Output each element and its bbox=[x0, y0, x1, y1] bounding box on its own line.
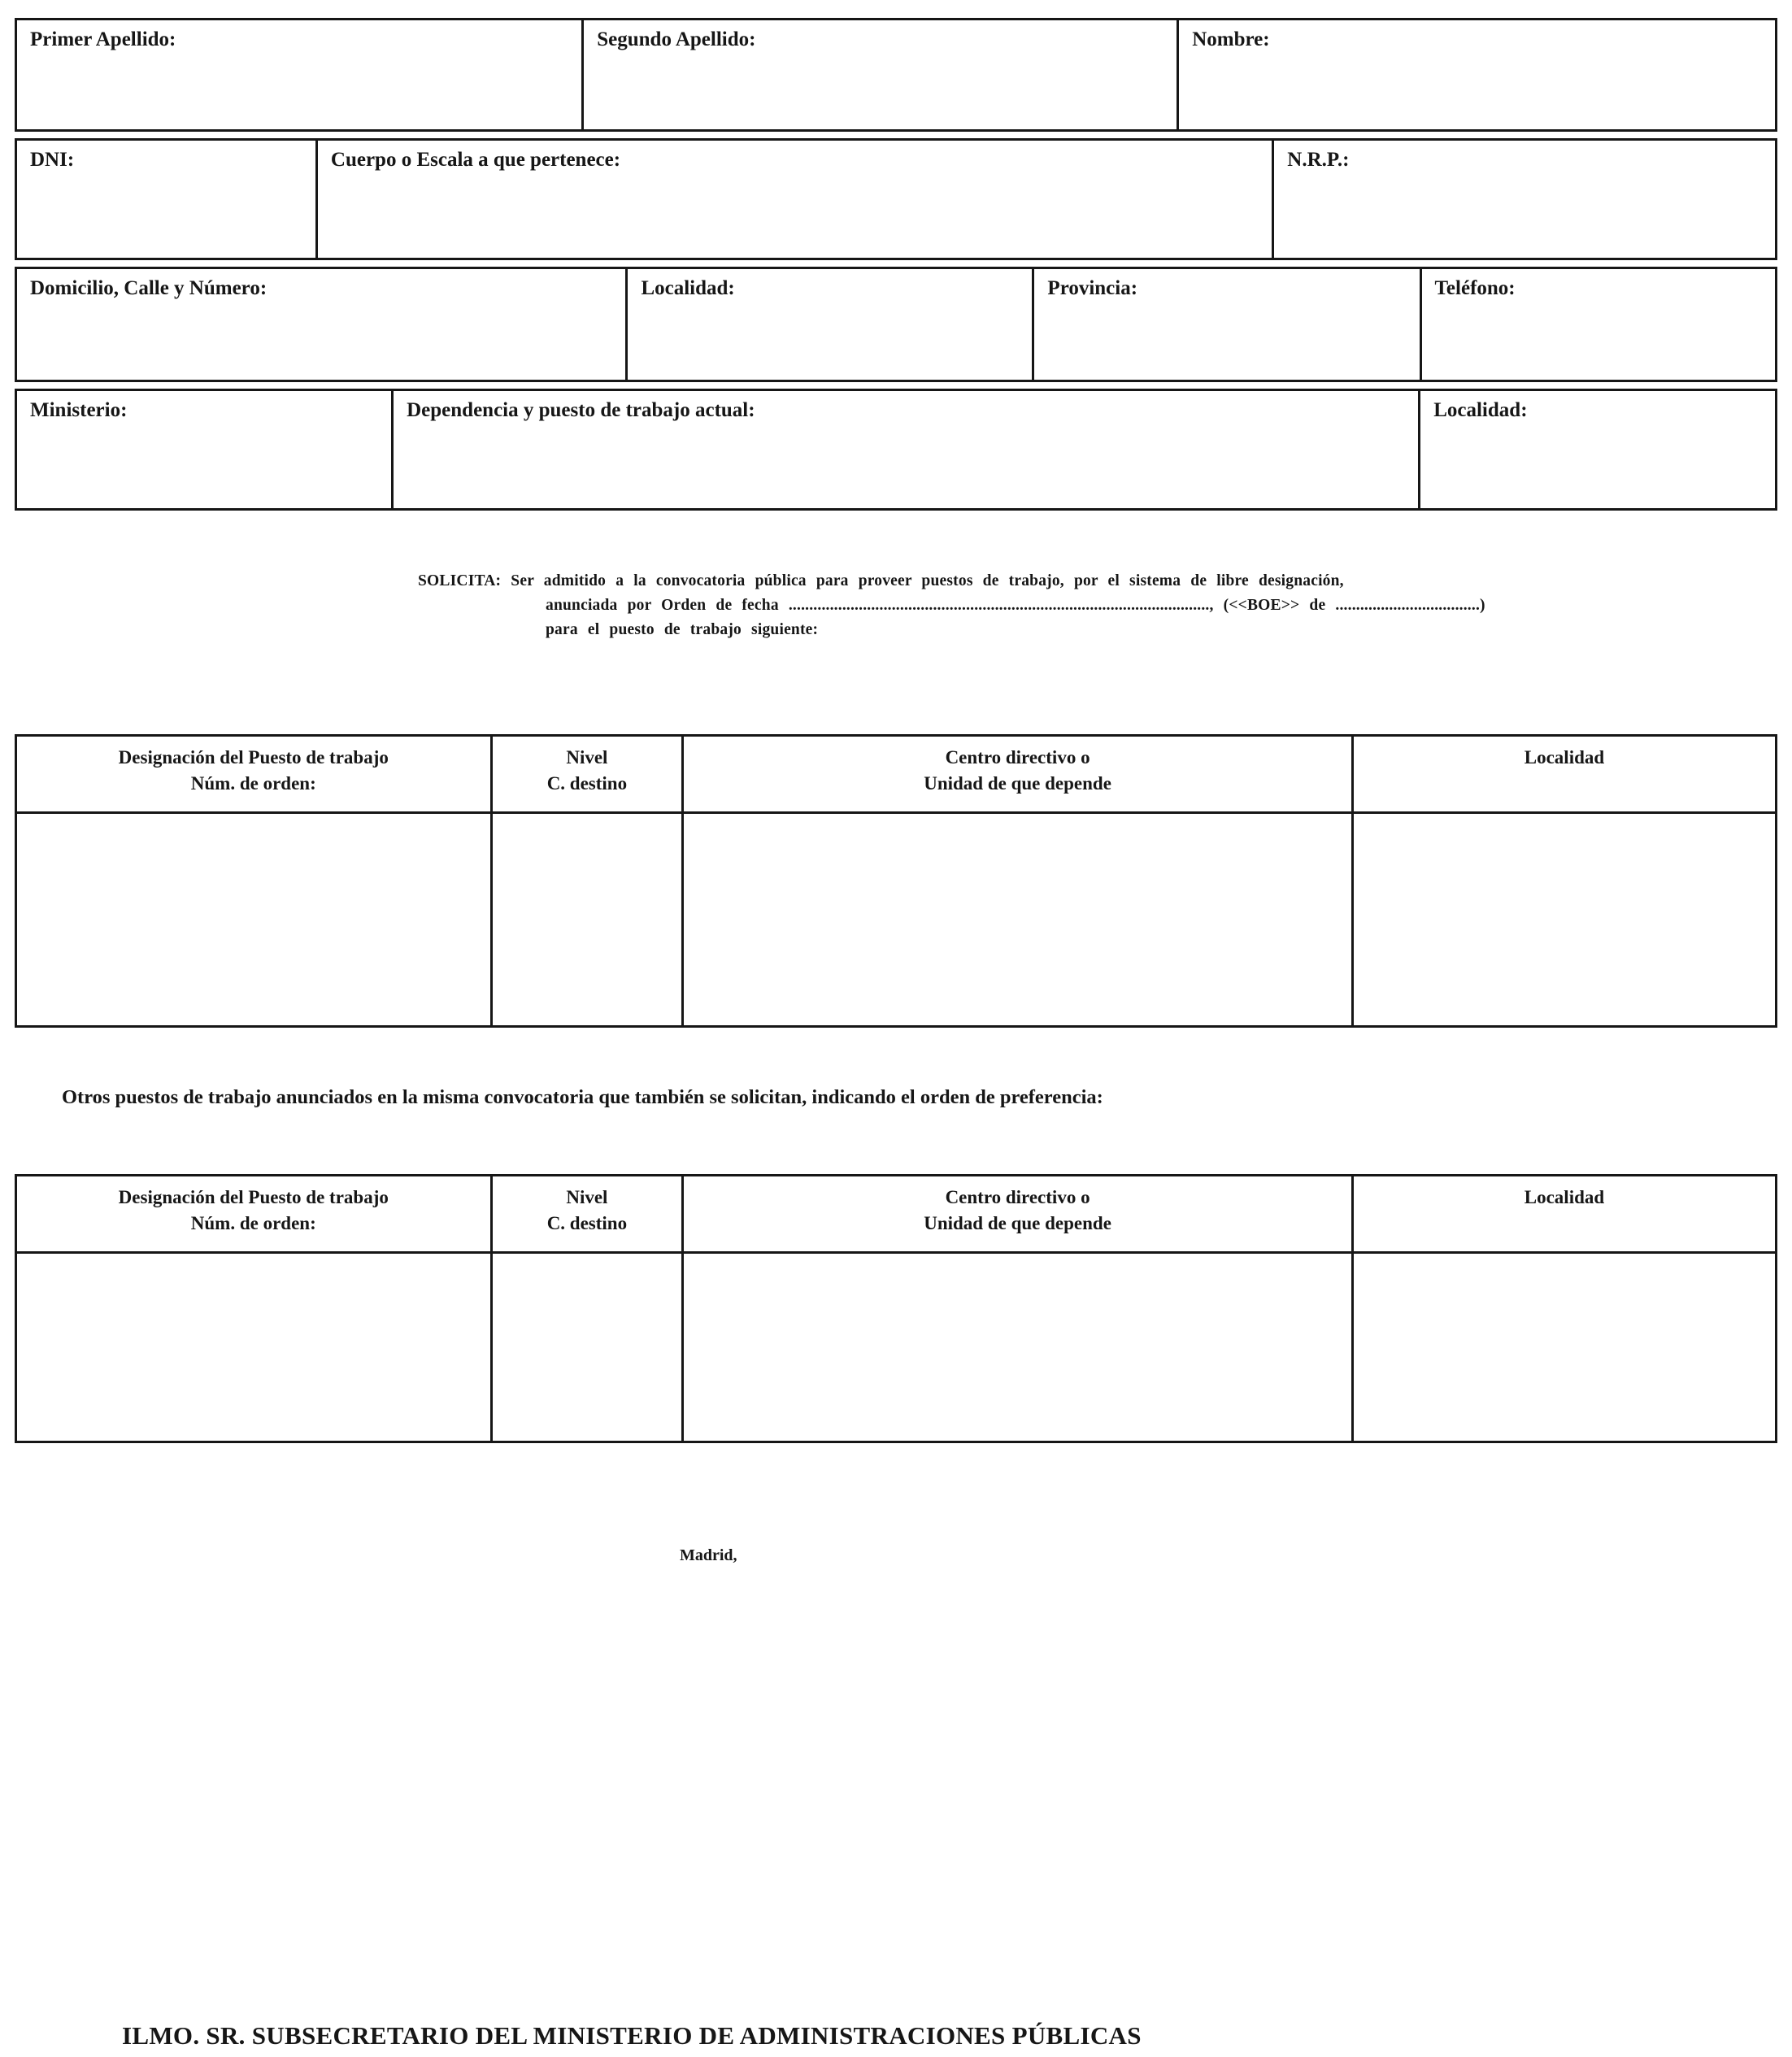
field-label: N.R.P.: bbox=[1287, 149, 1350, 171]
field-label: Primer Apellido: bbox=[30, 28, 176, 50]
field-label: DNI: bbox=[30, 149, 75, 171]
field-telefono bbox=[1420, 267, 1777, 382]
field-localidad-2 bbox=[1418, 389, 1777, 511]
empty-cell-nivel bbox=[490, 1254, 682, 1441]
header-line: Designación del Puesto de trabajo bbox=[118, 747, 389, 768]
header-line: C. destino bbox=[546, 1213, 628, 1234]
solicita-paragraph bbox=[418, 569, 1735, 643]
field-domicilio bbox=[15, 267, 628, 382]
form-row-address bbox=[15, 267, 1777, 382]
header-centro-directivo bbox=[681, 737, 1351, 811]
table-header-row bbox=[17, 737, 1775, 814]
header-line: Unidad de que depende bbox=[924, 773, 1111, 794]
empty-cell-designacion bbox=[17, 1254, 490, 1441]
field-label: Domicilio, Calle y Número: bbox=[30, 277, 267, 299]
header-line: C. destino bbox=[546, 773, 628, 794]
field-localidad-1 bbox=[625, 267, 1034, 382]
field-primer-apellido bbox=[15, 18, 584, 132]
field-label: Cuerpo o Escala a que pertenece: bbox=[330, 149, 621, 171]
otros-puestos-table bbox=[15, 1174, 1777, 1443]
field-label: Dependencia y puesto de trabajo actual: bbox=[407, 399, 755, 421]
solicita-label: SOLICITA: bbox=[418, 572, 502, 589]
header-nivel bbox=[490, 737, 682, 811]
header-line: Centro directivo o bbox=[945, 1187, 1090, 1207]
empty-cell-designacion bbox=[17, 814, 490, 1025]
field-dependencia bbox=[391, 389, 1420, 511]
empty-cell-centro-directivo bbox=[681, 814, 1351, 1025]
empty-cell-nivel bbox=[490, 814, 682, 1025]
field-segundo-apellido bbox=[581, 18, 1179, 132]
header-line: Núm. de orden: bbox=[190, 1213, 316, 1234]
header-localidad bbox=[1351, 737, 1775, 811]
solicita-line-1 bbox=[418, 569, 1735, 594]
field-label: Nombre: bbox=[1192, 28, 1270, 50]
empty-cell-localidad bbox=[1351, 1254, 1775, 1441]
header-centro-directivo bbox=[681, 1176, 1351, 1251]
puesto-solicitado-table bbox=[15, 734, 1777, 1028]
applicant-data-grid bbox=[15, 18, 1777, 511]
table-row bbox=[17, 1254, 1775, 1441]
header-line: Localidad bbox=[1524, 1187, 1605, 1207]
field-label: Segundo Apellido: bbox=[597, 28, 756, 50]
field-label: Localidad: bbox=[1433, 399, 1528, 421]
empty-cell-centro-directivo bbox=[681, 1254, 1351, 1441]
field-nrp bbox=[1272, 138, 1777, 260]
solicita-line-3: para el puesto de trabajo siguiente: bbox=[546, 621, 819, 639]
header-line: Localidad bbox=[1524, 747, 1605, 768]
field-label: Ministerio: bbox=[30, 399, 128, 421]
field-provincia bbox=[1032, 267, 1421, 382]
empty-cell-localidad bbox=[1351, 814, 1775, 1025]
form-row-names bbox=[15, 18, 1777, 132]
addressee-line: ILMO. SR. SUBSECRETARIO DEL MINISTERIO DE ADMINISTRACIONES PÚBLICAS bbox=[122, 2021, 1142, 2050]
otros-puestos-text: Otros puestos de trabajo anunciados en la misma convocatoria que también se solicitan, indicando el orden de preferencia: bbox=[62, 1086, 1103, 1108]
header-designacion bbox=[17, 1176, 490, 1251]
field-cuerpo-escala bbox=[315, 138, 1274, 260]
header-line: Núm. de orden: bbox=[190, 773, 316, 794]
header-localidad bbox=[1351, 1176, 1775, 1251]
header-line: Unidad de que depende bbox=[924, 1213, 1111, 1234]
header-line: Designación del Puesto de trabajo bbox=[118, 1187, 389, 1207]
field-label: Localidad: bbox=[641, 277, 735, 299]
field-label: Teléfono: bbox=[1434, 277, 1516, 299]
header-line: Nivel bbox=[566, 747, 608, 768]
field-label: Provincia: bbox=[1047, 277, 1138, 299]
form-row-workplace bbox=[15, 389, 1777, 511]
header-nivel bbox=[490, 1176, 682, 1251]
field-nombre bbox=[1177, 18, 1777, 132]
header-line: Nivel bbox=[566, 1187, 608, 1207]
field-dni bbox=[15, 138, 318, 260]
field-ministerio bbox=[15, 389, 394, 511]
table-header-row bbox=[17, 1176, 1775, 1254]
header-designacion bbox=[17, 737, 490, 811]
form-row-identity bbox=[15, 138, 1777, 260]
madrid-date-line: Madrid, bbox=[680, 1546, 737, 1564]
table-row bbox=[17, 814, 1775, 1025]
solicita-line-2: anunciada por Orden de fecha ......................................................................................................, (<<BOE>> de ...................................) bbox=[546, 597, 1485, 615]
solicita-text: Ser admitido a la convocatoria pública para proveer puestos de trabajo, por el sistema de libre designación, bbox=[511, 572, 1344, 589]
header-line: Centro directivo o bbox=[945, 747, 1090, 768]
